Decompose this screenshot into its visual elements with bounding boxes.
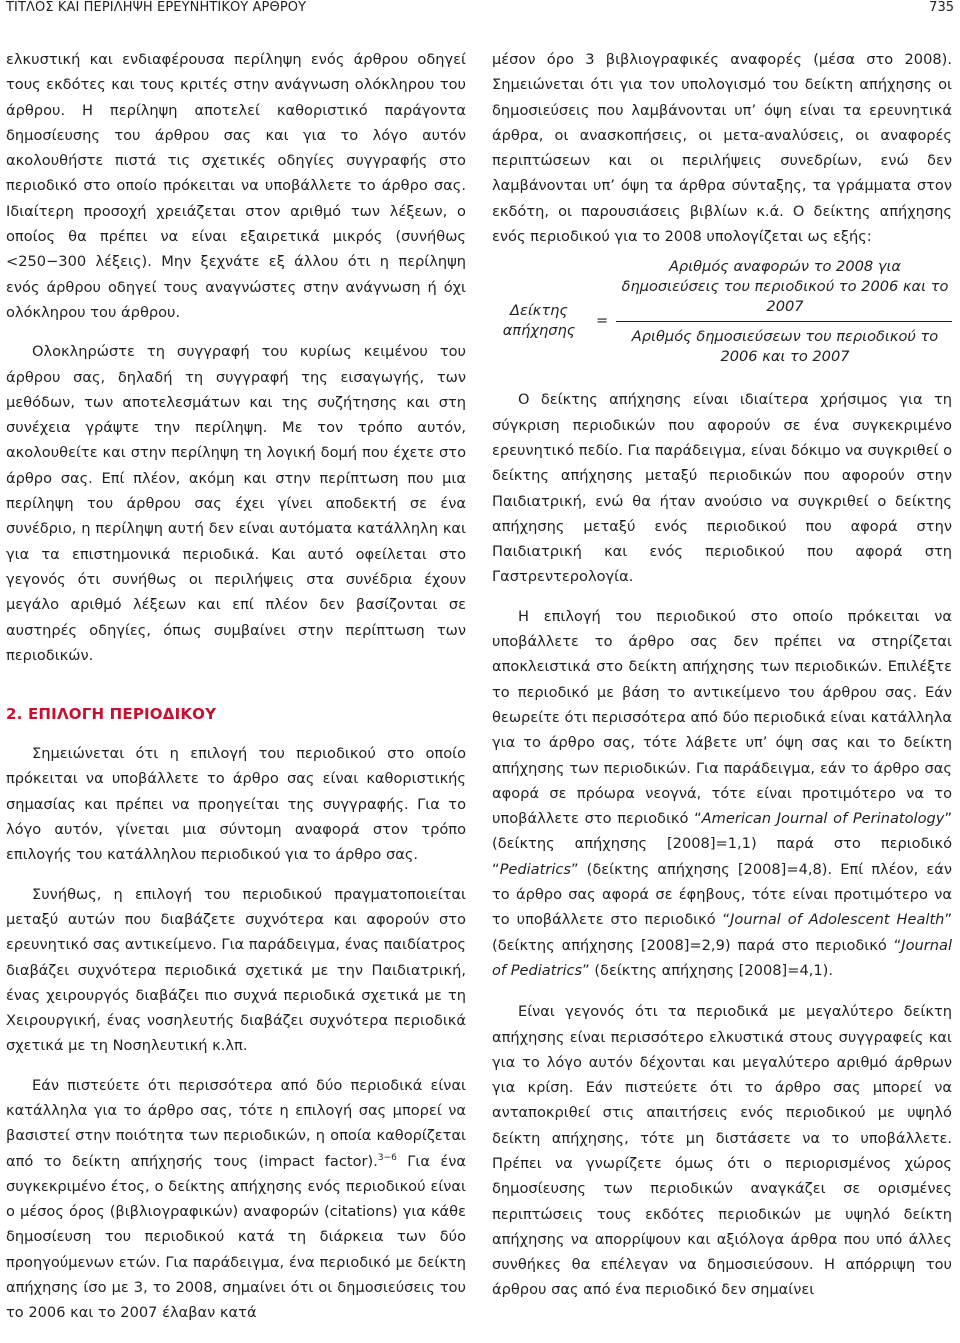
paragraph: Συνήθως, η επιλογή του περιοδικού πραγματοποιείται μεταξύ αυτών που διαβάζετε συχνότερα και αφορούν στο ερευνητικό σας αντικείμενο. Για παράδειγμα, ένας παιδίατρος διαβάζει συχνότερα περιοδικά σχετικά με την Παιδιατρική, ένας χειρουργός διαβάζει πιο συχνά περιοδικά σχετικά με τη Χειρουργική, ένας νοσηλευτής διαβάζει συχνότερα περιοδικά σχετικά με τη Νοσηλευτική κ.λπ. — [6, 885, 466, 1055]
paragraph-text: ” (δείκτης απήχησης [2008]=2,9) παρά στο περιοδικό “ — [492, 911, 952, 954]
citation-reference: 3−6 — [377, 1152, 397, 1163]
paragraph: Σημειώνεται ότι η επιλογή του περιοδικού στο οποίο πρόκειται να υποβάλλετε το άρθρο σας είναι καθοριστικής σημασίας και πρέπει να προηγείται της συγγραφής. Για το λόγο αυτόν, γίνεται μια σύντομη αναφορά στον τρόπο επιλογής του κατάλληλου περιοδικού για το άρθρο σας. — [6, 745, 466, 864]
journal-title: Journal of Adolescent Health — [730, 911, 945, 929]
paragraph-text: ” (δείκτης απήχησης [2008]=4,8). Επί πλέον, εάν το άρθρο σας αφορά σε έφηβους, τότε είναι προτιμότερο να το υποβάλλετε στο περιοδικό “ — [492, 860, 952, 929]
paragraph-text: ” (δείκτης απήχησης [2008]=1,1) παρά στο περιοδικό “ — [492, 810, 952, 878]
paragraph: ελκυστική και ενδιαφέρουσα περίληψη ενός άρθρου οδηγεί τους εκδότες και τους κριτές στην ανάγνωση ολόκληρου του άρθρου. Η περίληψη αποτελεί καθοριστικό παράγοντα δημοσίευσης του άρθρου σας και για το λόγο αυτόν ακολουθήστε πιστά τις σχετικές οδηγίες συγγραφής στο περιοδικό στο οποίο πρόκειται να υποβάλλετε το άρθρο σας. Ιδιαίτερη προσοχή χρειάζεται στον αριθμό των λέξεων, ο οποίος θα πρέπει να είναι εξαιρετικά μικρός (συνήθως <250−300 λέξεις). Μην ξεχνάτε εξ άλλου ότι η περίληψη ενός άρθρου οδηγεί τους αναγνώστες στην ανάγνωση ή όχι ολόκληρου του άρθρου. — [6, 51, 466, 321]
paragraph: μέσον όρο 3 βιβλιογραφικές αναφορές (μέσα στο 2008). Σημειώνεται ότι για τον υπολογισμό του δείκτη απήχησης οι δημοσιεύσεις που λαμβάνονται υπ’ όψη είναι τα ερευνητικά άρθρα, οι ανασκοπήσεις, οι μετα-αναλύσεις, οι αναφορές περιπτώσεων και οι περιλήψεις συνεδρίων, ενώ δεν λαμβάνονται υπ’ όψη τα άρθρα σύνταξης, τα γράμματα στον εκδότη, οι παρουσιάσεις βιβλίων κ.ά. Ο δείκτης απήχησης ενός περιοδικού για το 2008 υπολογίζεται ως εξής: — [492, 51, 952, 246]
right-column — [492, 47, 952, 1343]
paragraph-text: Για ένα συγκεκριμένο έτος, ο δείκτης απήχησης ενός περιοδικού είναι ο μέσος όρος (βιβλιογραφικών) αναφορών (citations) για κάθε δημοσίευση του περιοδικού κατά τη διάρκεια των δύο προηγούμενων ετών. Για παράδειγμα, ένα περιοδικό με δείκτη απήχησης ίσο με 3, το 2008, σημαίνει ότι οι δημοσιεύσεις του το 2006 και το 2007 έλαβαν κατά — [6, 1152, 466, 1322]
formula-equals: = — [596, 312, 609, 330]
page-number: 735 — [929, 0, 954, 15]
paragraph-text: ” (δείκτης απήχησης [2008]=4,1). — [582, 961, 833, 979]
paragraph: Ο δείκτης απήχησης είναι ιδιαίτερα χρήσιμος για τη σύγκριση περιοδικών που αφορούν σε ένα συγκεκριμένο ερευνητικό πεδίο. Για παράδειγμα, είναι δόκιμο να συγκριθεί ο δείκτης απήχησης μεταξύ περιοδικών που αφορούν στην Παιδιατρική, ενώ θα ήταν ανούσιο να συγκριθεί ο δείκτης απήχησης μεταξύ ενός περιοδικού που αφορά στην Παιδιατρική και ενός περιοδικού που αφορά στη Γαστρεντερολογία. — [492, 391, 952, 586]
paragraph — [6, 1073, 466, 1326]
journal-title: Journal of Pediatrics — [492, 936, 952, 979]
formula-denominator: Αριθμός δημοσιεύσεων του περιοδικού το 2006 και το 2007 — [631, 328, 939, 366]
formula-numerator: Αριθμός αναφορών το 2008 για δημοσιεύσεις του περιοδικού το 2006 και το 2007 — [621, 258, 949, 316]
impact-factor-formula — [492, 255, 952, 375]
section-heading: 2. ΕΠΙΛΟΓΗ ΠΕΡΙΟΔΙΚΟΥ — [6, 705, 217, 724]
paragraph: Ολοκληρώστε τη συγγραφή του κυρίως κειμένου του άρθρου σας, δηλαδή τη συγγραφή της εισαγωγής, των μεθόδων, των αποτελεσμάτων και της συζήτησης και στη συνέχεια γράψτε την περίληψη. Με τον τρόπο αυτόν, ακολουθείτε και στην περίληψη τη λογική δομή που έχετε στο άρθρο σας. Επί πλέον, ακόμη και στην περίπτωση που μια περίληψη του άρθρου σας έχει γίνει αποδεκτή σε ένα συνέδριο, η περίληψη αυτή δεν είναι αυτόματα κατάλληλη και για τα επιστημονικά περιοδικά. Και αυτό οφείλεται στο γεγονός ότι συνήθως οι περιλήψεις στα συνέδρια έχουν μεγάλο αριθμό λέξεων και επί πλέον δεν βασίζονται σε αυστηρές οδηγίες, όπως συμβαίνει στην περίπτωση των περιοδικών. — [6, 343, 466, 664]
fraction-bar — [616, 321, 952, 322]
journal-title: Pediatrics — [499, 860, 572, 878]
paragraph-text: Εάν πιστεύετε ότι περισσότερα από δύο περιοδικά είναι κατάλληλα για το άρθρο σας, τότε η επιλογή σας μπορεί να βασιστεί στην ποιότητα των περιοδικών, η οποία καθορίζεται από το δείκτη απήχησής τους (impact factor). — [6, 1076, 466, 1170]
left-column — [6, 47, 466, 1343]
paragraph — [492, 604, 952, 983]
running-header — [6, 0, 954, 16]
paragraph-text: Η επιλογή του περιοδικού στο οποίο πρόκειται να υποβάλλετε το άρθρο σας δεν πρέπει να στηρίζεται αποκλειστικά στο δείκτη απήχησης των περιοδικών. Επιλέξτε το περιοδικό με βάση το αντικείμενο του άρθρου σας. Εάν θεωρείτε ότι περισσότερα από δύο περιοδικά είναι κατάλληλα για το άρθρο σας, τότε λάβετε υπ’ όψη σας και το δείκτη απήχησης των περιοδικών. Για παράδειγμα, εάν το άρθρο σας αφορά σε πρόωρα νεογνά, τότε είναι προτιμότερο να το υποβάλλετε στο περιοδικό “ — [492, 607, 952, 828]
journal-title: American Journal of Perinatology — [701, 810, 945, 828]
formula-lhs: Δείκτης απήχησης — [502, 302, 576, 340]
running-title: ΤΙΤΛΟΣ ΚΑΙ ΠΕΡΙΛΗΨΗ ΕΡΕΥΝΗΤΙΚΟΥ ΑΡΘΡΟΥ — [6, 0, 307, 15]
paragraph: Είναι γεγονός ότι τα περιοδικά με μεγαλύτερο δείκτη απήχησης είναι περισσότερο ελκυστικά στους συγγραφείς και για το λόγο αυτόν δέχονται και μεγαλύτερο αριθμό άρθρων για κρίση. Εάν πιστεύετε ότι το άρθρο σας μπορεί να ανταποκριθεί στις απαιτήσεις ενός περιοδικού με υψηλό δείκτη απήχησης, τότε μη διστάσετε να το υποβάλλετε. Πρέπει να γνωρίζετε όμως ότι ο περιορισμένος χώρος δημοσίευσης των περιοδικών αναγκάζει σε ορισμένες περιπτώσεις τους εκδότες περιοδικών με υψηλό δείκτη απήχησης να απορρίψουν και αξιόλογα άρθρα που υπό άλλες συνθήκες θα επέλεγαν να δημοσιεύσουν. Η απόρριψη του άρθρου σας από ένα περιοδικό δεν σημαίνει — [492, 1003, 952, 1299]
